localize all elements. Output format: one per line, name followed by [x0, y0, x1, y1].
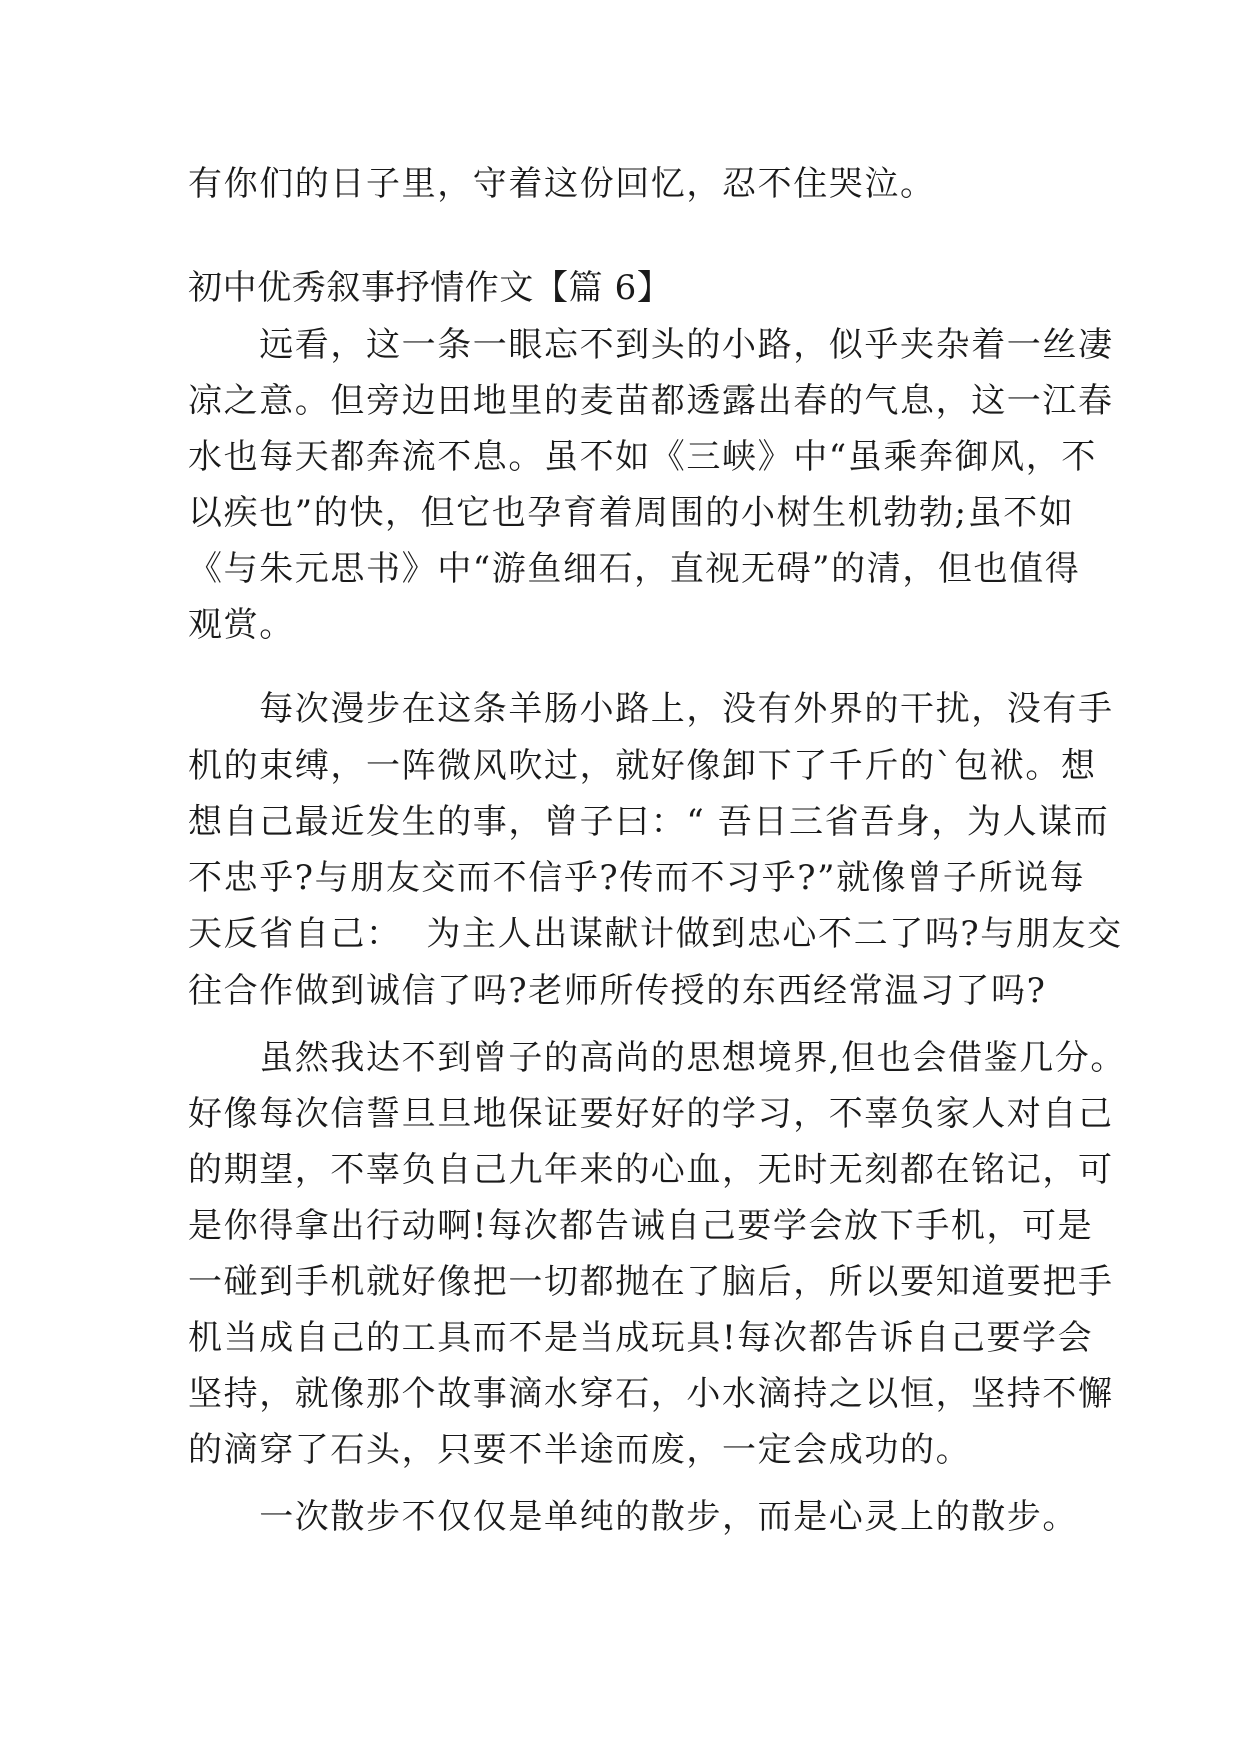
paragraph-line: 坚持，就像那个故事滴水穿石，小水滴持之以恒，坚持不懈 [188, 1374, 1114, 1414]
paragraph-line: 想自己最近发生的事，曾子曰：“ 吾日三省吾身，为人谋而 [188, 802, 1110, 842]
paragraph-line: 一碰到手机就好像把一切都抛在了脑后，所以要知道要把手 [188, 1262, 1114, 1302]
paragraph-line: 远看，这一条一眼忘不到头的小路，似乎夹杂着一丝凄 [188, 325, 1114, 365]
paragraph-line: 凉之意。但旁边田地里的麦苗都透露出春的气息，这一江春 [188, 381, 1114, 421]
section-heading: 初中优秀叙事抒情作文【篇 6】 [188, 268, 672, 308]
paragraph-line: 机当成自己的工具而不是当成玩具!每次都告诉自己要学会 [188, 1318, 1094, 1358]
carryover-text-line: 有你们的日子里，守着这份回忆，忍不住哭泣。 [188, 164, 936, 204]
paragraph-line: 的滴穿了石头，只要不半途而废，一定会成功的。 [188, 1430, 972, 1470]
paragraph-line: 以疾也”的快，但它也孕育着周围的小树生机勃勃;虽不如 [188, 493, 1075, 533]
paragraph-line: 水也每天都奔流不息。虽不如《三峡》中“虽乘奔御风，不 [188, 437, 1097, 477]
paragraph-line: 好像每次信誓旦旦地保证要好好的学习，不辜负家人对自己 [188, 1094, 1114, 1134]
paragraph-line: 天反省自己： 为主人出谋献计做到忠心不二了吗?与朋友交 [188, 914, 1123, 954]
paragraph-line: 是你得拿出行动啊!每次都告诫自己要学会放下手机，可是 [188, 1206, 1094, 1246]
paragraph-line: 往合作做到诚信了吗?老师所传授的东西经常温习了吗? [188, 971, 1047, 1011]
paragraph-line: 机的束缚，一阵微风吹过，就好像卸下了千斤的`包袱。想 [188, 746, 1097, 786]
paragraph-line: 《与朱元思书》中“游鱼细石，直视无碍”的清，但也值得 [188, 549, 1081, 589]
paragraph-line: 一次散步不仅仅是单纯的散步，而是心灵上的散步。 [188, 1497, 1078, 1537]
paragraph-line: 的期望，不辜负自己九年来的心血，无时无刻都在铭记，可 [188, 1150, 1114, 1190]
paragraph-line: 虽然我达不到曾子的高尚的思想境界,但也会借鉴几分。 [188, 1038, 1127, 1078]
paragraph-line: 观赏。 [188, 605, 295, 645]
paragraph-line: 每次漫步在这条羊肠小路上，没有外界的干扰，没有手 [188, 689, 1114, 729]
paragraph-line: 不忠乎?与朋友交而不信乎?传而不习乎?”就像曾子所说每 [188, 858, 1086, 898]
